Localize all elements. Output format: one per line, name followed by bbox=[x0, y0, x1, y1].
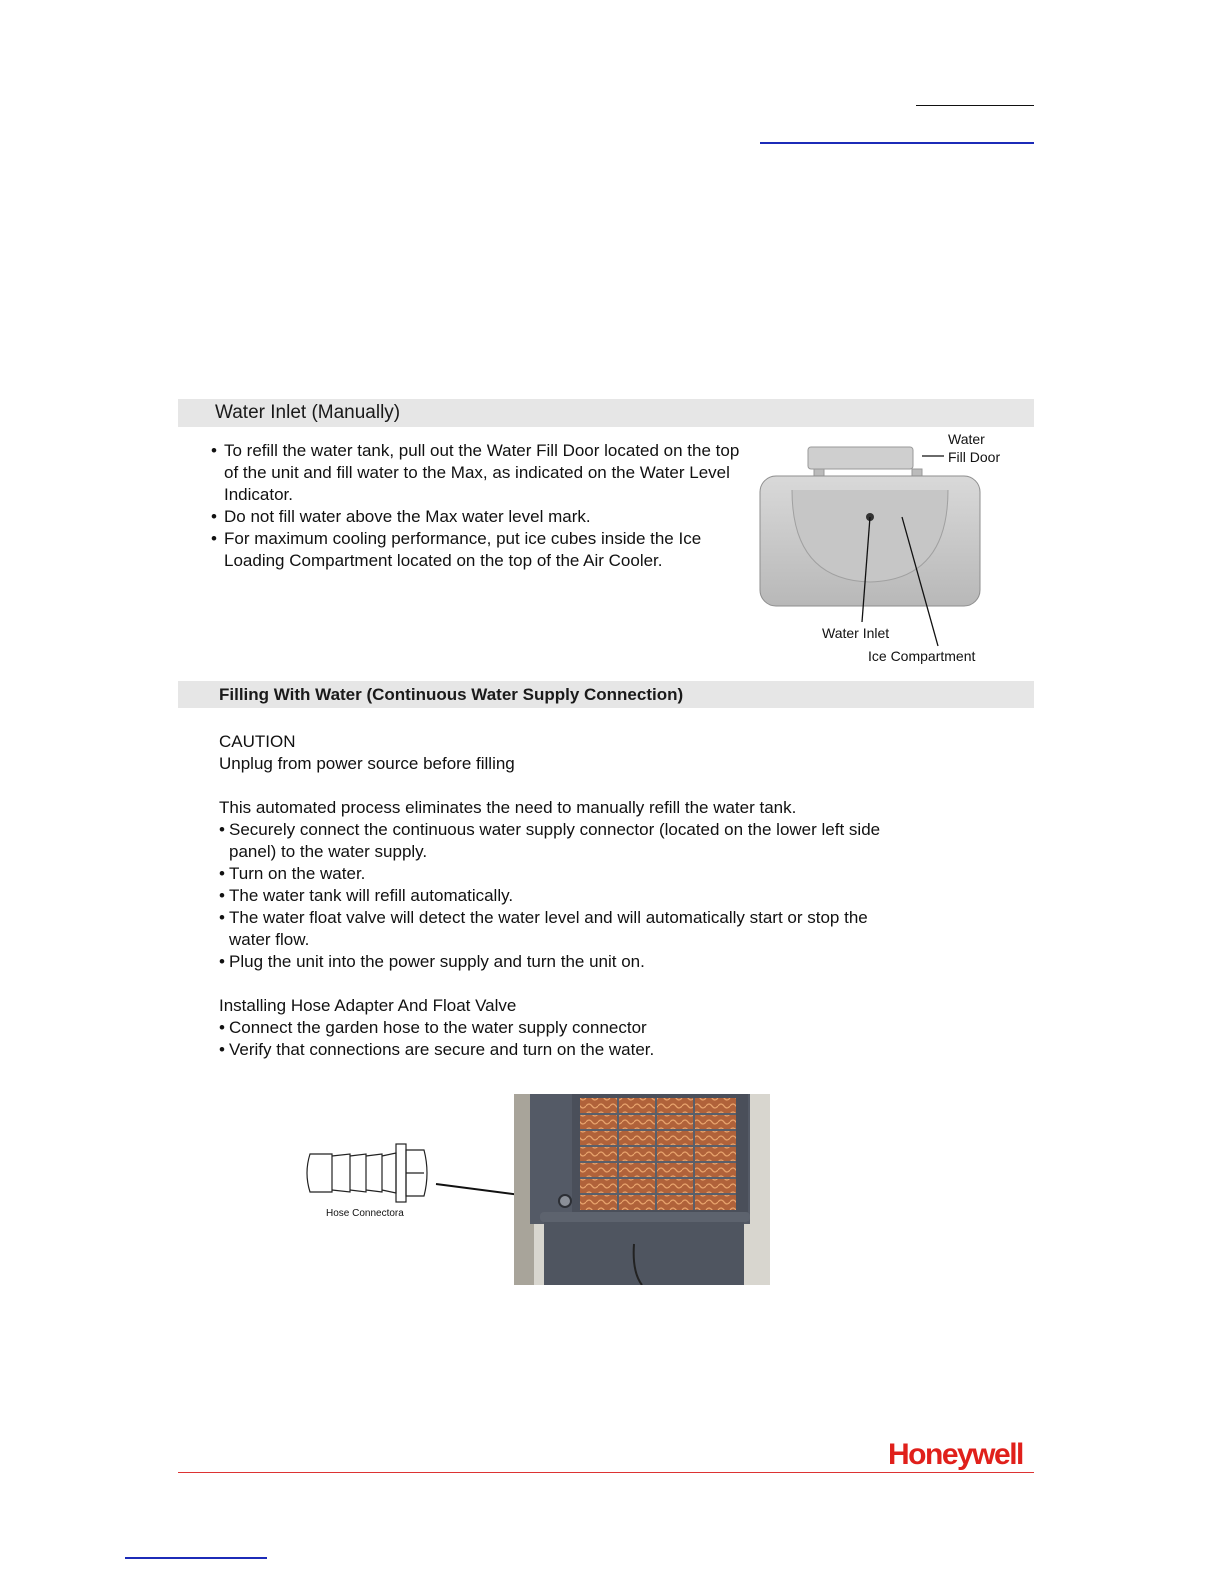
subheading-hose-adapter: Installing Hose Adapter And Float Valve bbox=[219, 996, 517, 1015]
label-ice-compartment: Ice Compartment bbox=[868, 648, 976, 664]
list-item: • Do not fill water above the Max water level mark. bbox=[211, 506, 756, 528]
air-cooler-photo bbox=[514, 1094, 770, 1285]
label-water-inlet: Water Inlet bbox=[822, 625, 890, 641]
filling-steps-list bbox=[219, 819, 979, 973]
hose-steps-list bbox=[219, 1017, 979, 1061]
honeywell-logo: Honeywell bbox=[888, 1438, 1023, 1471]
list-item: • For maximum cooling performance, put ice cubes inside the Ice Loading Compartment located on the top of the Air Cooler. bbox=[211, 528, 756, 572]
air-cooler-photo-image bbox=[514, 1094, 770, 1285]
label-water: Water bbox=[948, 431, 985, 447]
list-item: • Verify that connections are secure and turn on the water. bbox=[219, 1039, 979, 1061]
list-item: • Turn on the water. bbox=[219, 863, 979, 885]
header-link-underline[interactable] bbox=[760, 142, 1034, 144]
header-rule bbox=[916, 105, 1034, 106]
water-inlet-list bbox=[211, 440, 756, 572]
list-item: • Plug the unit into the power supply and turn the unit on. bbox=[219, 951, 979, 973]
list-item: • The water tank will refill automatically. bbox=[219, 885, 979, 907]
label-fill-door: Fill Door bbox=[948, 449, 1001, 465]
caution-title: CAUTION bbox=[219, 732, 296, 751]
section-title-filling: Filling With Water (Continuous Water Supply Connection) bbox=[219, 685, 684, 704]
filling-instructions bbox=[219, 731, 979, 1061]
intro-text: This automated process eliminates the need to manually refill the water tank. bbox=[219, 798, 797, 817]
hose-connector-label: Hose Connectora bbox=[326, 1208, 404, 1219]
list-item: • The water float valve will detect the water level and will automatically start or stop the water flow. bbox=[219, 907, 869, 951]
list-item: • To refill the water tank, pull out the Water Fill Door located on the top of the unit and fill water to the Max, as indicated on the Water Level Indicator. bbox=[211, 440, 756, 506]
section-title-water-inlet: Water Inlet (Manually) bbox=[215, 402, 401, 423]
water-tank-figure bbox=[752, 430, 1034, 675]
list-item: • Securely connect the continuous water supply connector (located on the lower left side panel) to the water supply. bbox=[219, 819, 929, 863]
caution-text: Unplug from power source before filling bbox=[219, 754, 515, 773]
list-item: • Connect the garden hose to the water supply connector bbox=[219, 1017, 979, 1039]
air-cooler-top-illustration bbox=[752, 430, 1034, 675]
bottom-link-underline[interactable] bbox=[125, 1557, 267, 1559]
